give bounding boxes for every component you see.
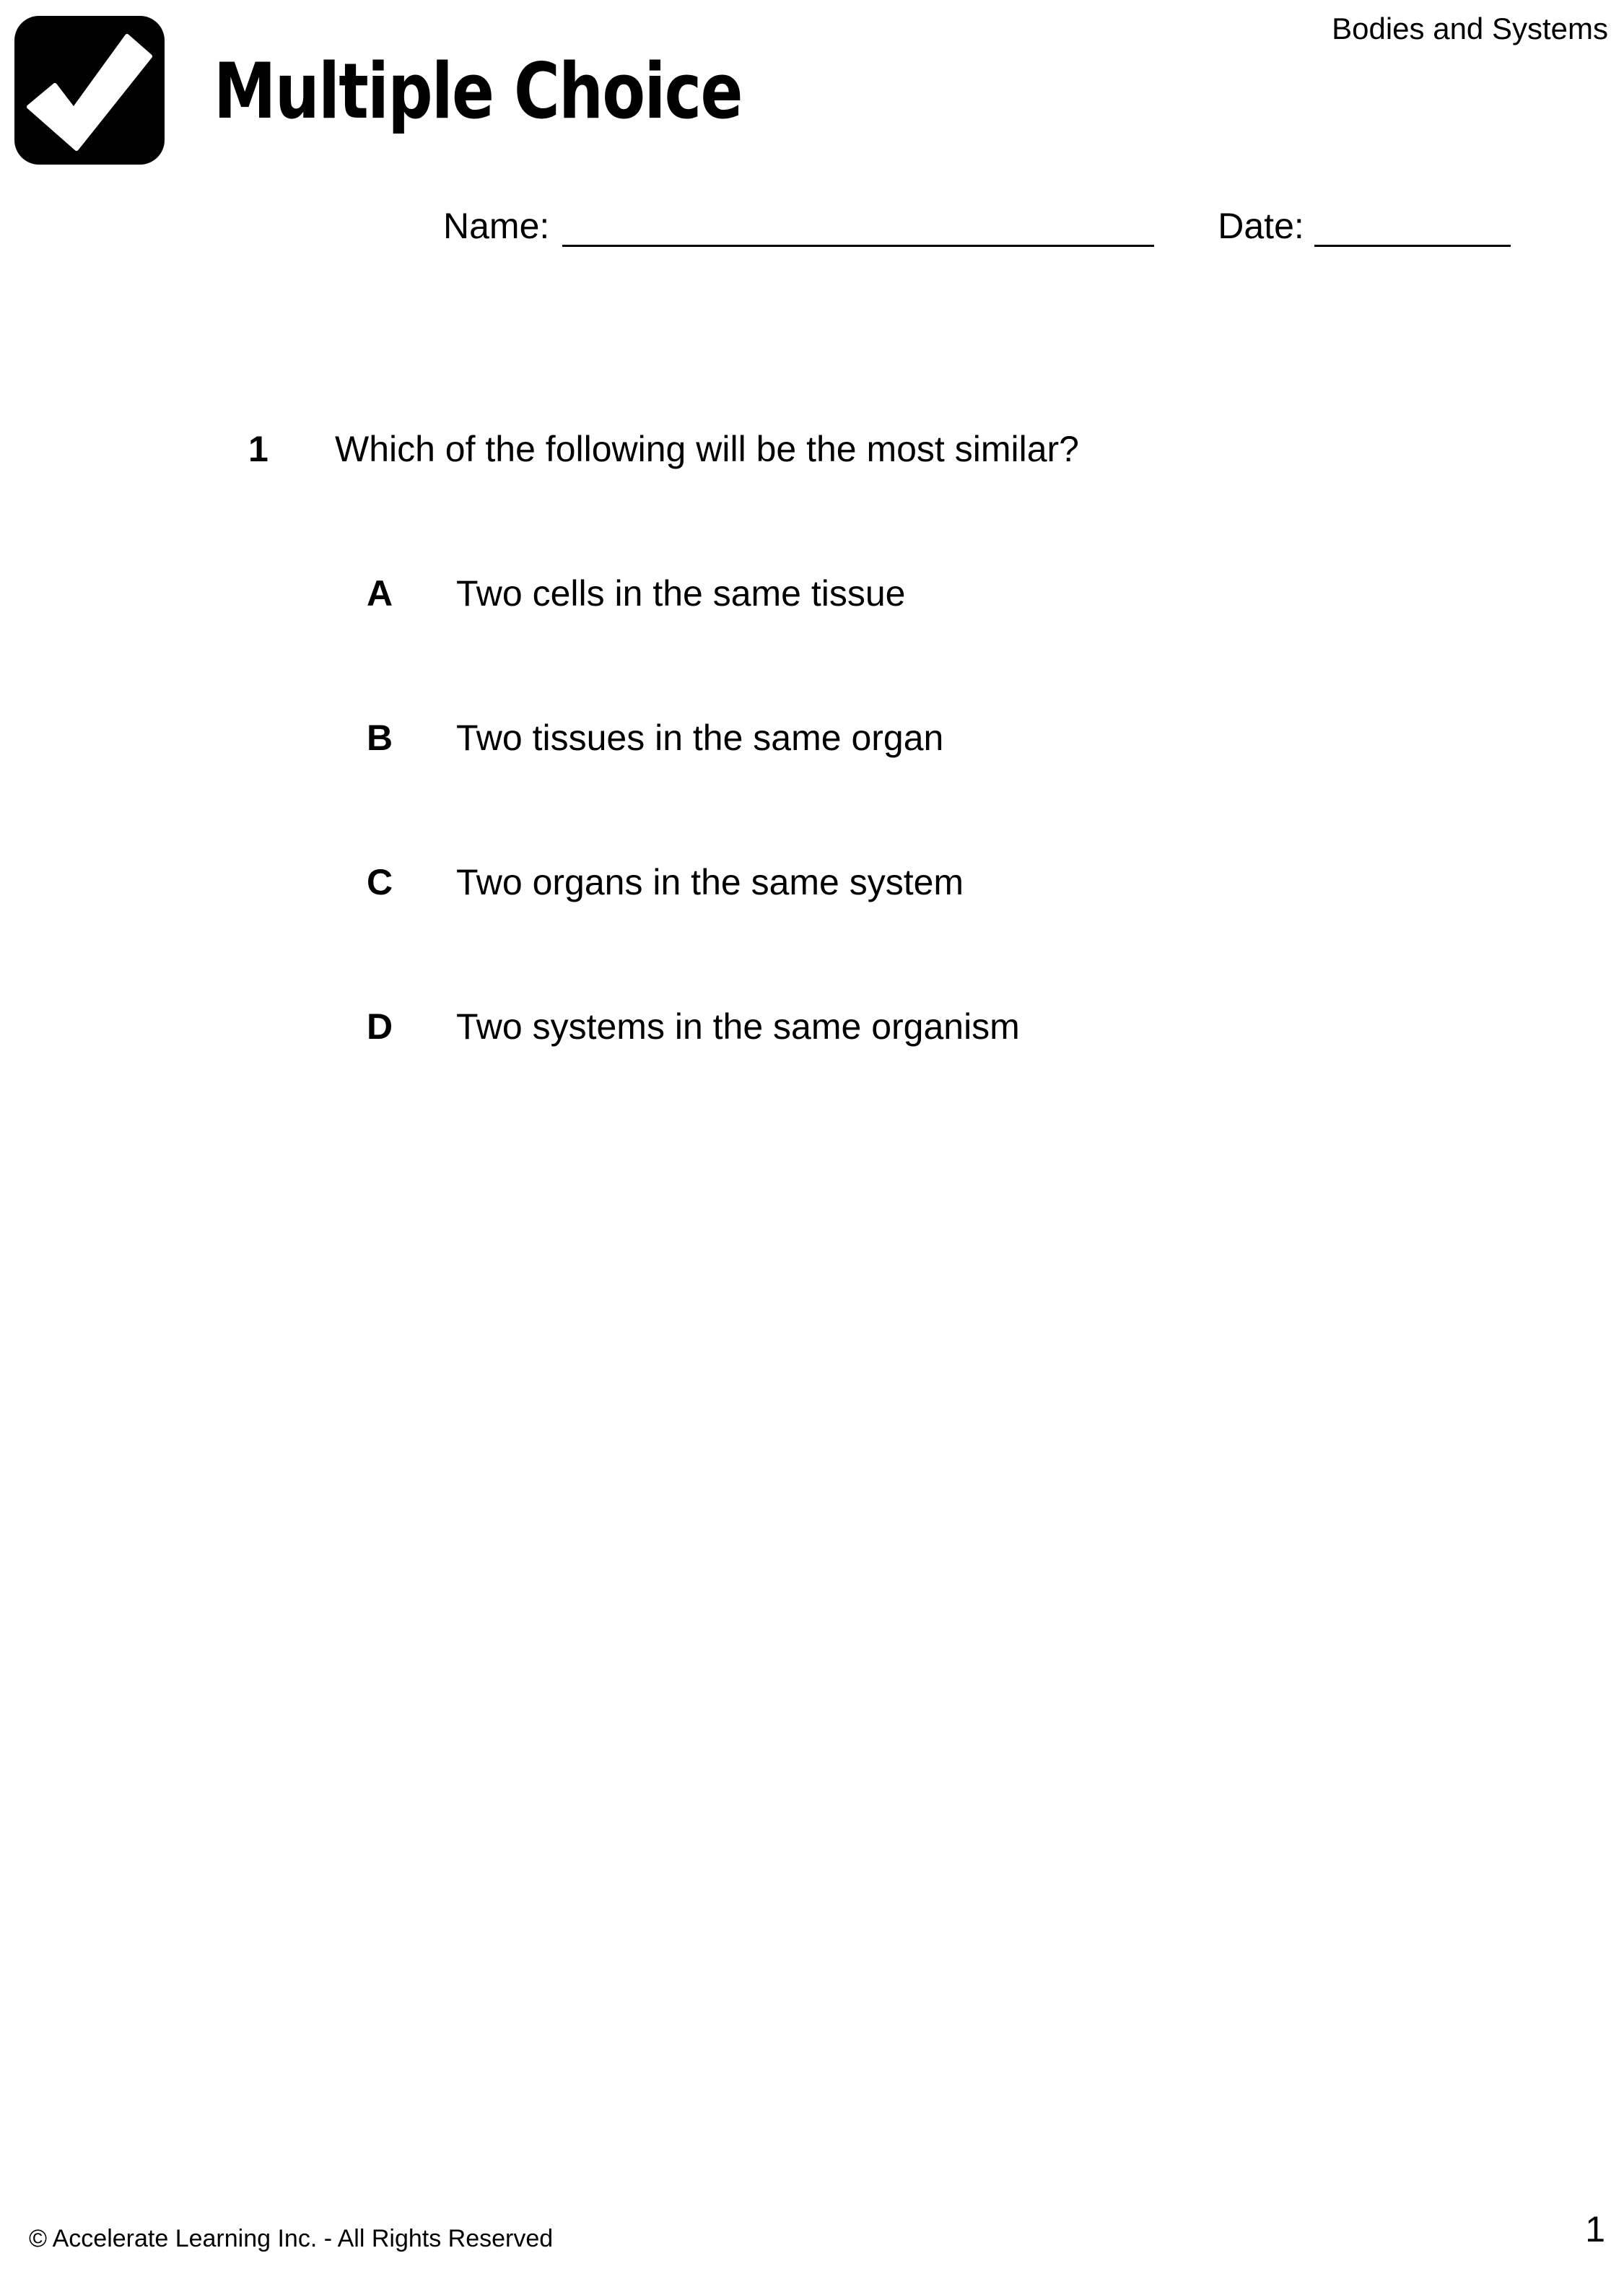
question-text: Which of the following will be the most similar? bbox=[335, 429, 1079, 469]
option-text: Two tissues in the same organ bbox=[456, 718, 944, 758]
page-title: Multiple Choice bbox=[214, 47, 742, 136]
subject-header: Bodies and Systems bbox=[1332, 12, 1608, 45]
date-label: Date: bbox=[1218, 206, 1304, 246]
option-text: Two cells in the same tissue bbox=[456, 573, 906, 614]
option-a[interactable] bbox=[367, 570, 1020, 715]
option-letter: B bbox=[367, 718, 393, 758]
answer-options bbox=[367, 570, 1020, 1148]
name-label: Name: bbox=[443, 206, 550, 246]
option-b[interactable] bbox=[367, 715, 1020, 859]
option-text: Two systems in the same organism bbox=[456, 1006, 1020, 1047]
question-number: 1 bbox=[248, 429, 269, 469]
question-1 bbox=[248, 426, 1079, 472]
option-letter: D bbox=[367, 1006, 393, 1047]
checkmark-icon bbox=[13, 14, 166, 166]
copyright-footer: © Accelerate Learning Inc. - All Rights Reserved bbox=[29, 2225, 554, 2252]
option-d[interactable] bbox=[367, 1003, 1020, 1148]
option-text: Two organs in the same system bbox=[456, 862, 964, 902]
option-letter: A bbox=[367, 573, 393, 614]
page-number: 1 bbox=[1585, 2209, 1605, 2249]
date-field[interactable] bbox=[1314, 204, 1511, 247]
name-field[interactable] bbox=[562, 204, 1154, 247]
student-info-row bbox=[443, 196, 1511, 247]
option-letter: C bbox=[367, 862, 393, 902]
option-c[interactable] bbox=[367, 859, 1020, 1003]
